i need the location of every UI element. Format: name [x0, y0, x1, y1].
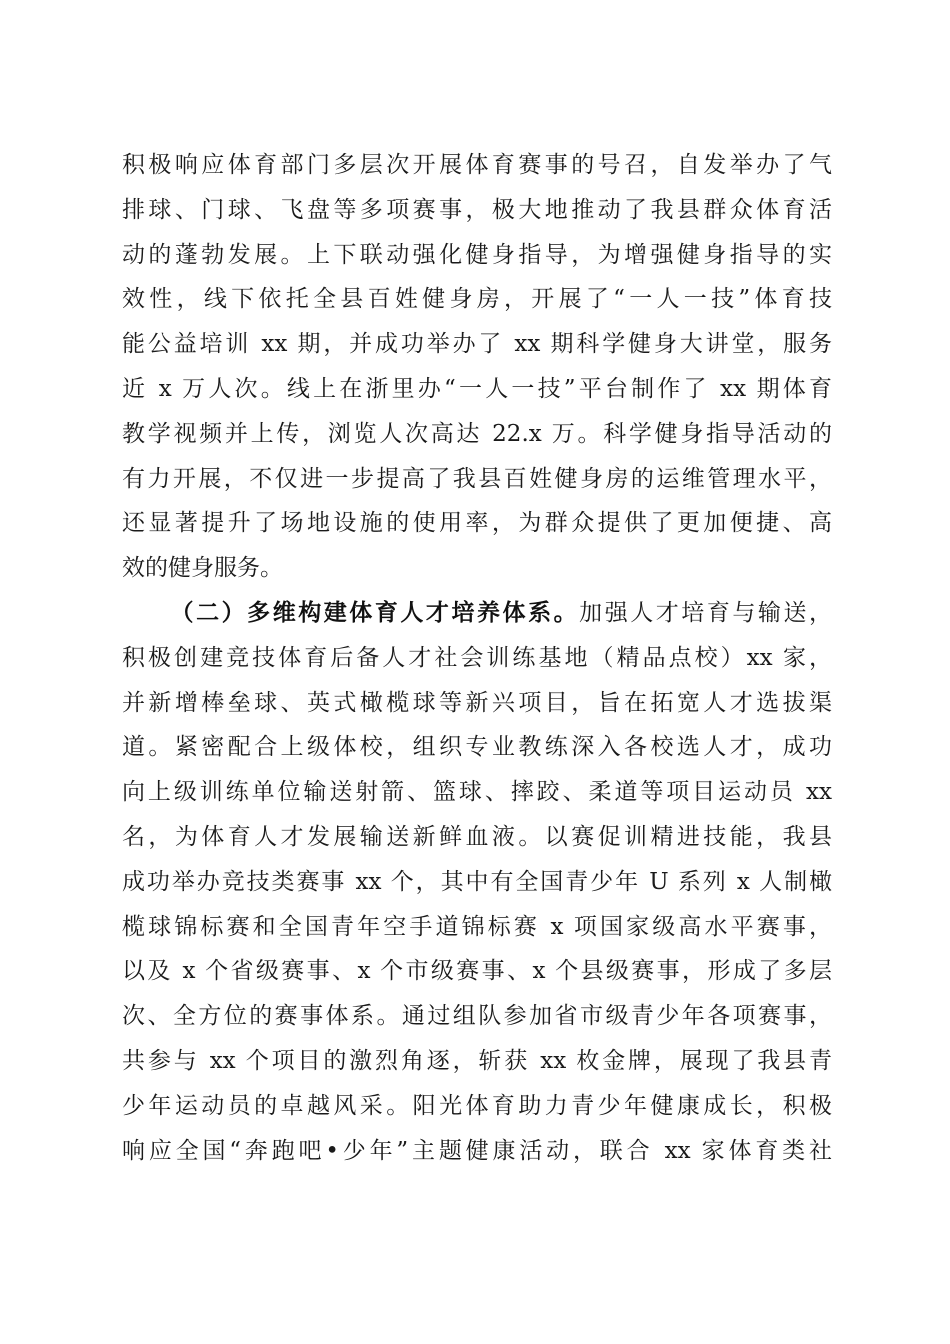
text-line: 积极响应体育部门多层次开展体育赛事的号召，自发举办了气	[122, 152, 832, 178]
text-line: 动的蓬勃发展。上下联动强化健身指导，为增强健身指导的实	[122, 241, 832, 268]
body-text	[122, 143, 832, 1173]
text-line: 名，为体育人才发展输送新鲜血液。以赛促训精进技能，我县	[122, 823, 832, 850]
text-line: 能公益培训 xx 期，并成功举办了 xx 期科学健身大讲堂，服务	[122, 331, 832, 358]
paragraph-2	[122, 591, 832, 1173]
text-line: 向上级训练单位输送射箭、篮球、摔跤、柔道等项目运动员 xx	[122, 779, 832, 806]
section-heading: （二）多维构建体育人才培养体系。	[168, 599, 580, 626]
text-line: 次、全方位的赛事体系。通过组队参加省市级青少年各项赛事，	[122, 1003, 832, 1030]
text-line: 少年运动员的卓越风采。阳光体育助力青少年健康成长，积极	[122, 1092, 832, 1119]
text-run: 加强人才培育与输送，	[579, 599, 833, 626]
paragraph-1	[122, 143, 832, 591]
text-line: 效的健身服务。	[122, 555, 283, 582]
text-line: 有力开展，不仅进一步提高了我县百姓健身房的运维管理水平，	[122, 465, 832, 492]
text-line: 还显著提升了场地设施的使用率，为群众提供了更加便捷、高	[122, 510, 832, 537]
text-line-first	[122, 591, 832, 636]
text-line: 教学视频并上传，浏览人次高达 22.x 万。科学健身指导活动的	[122, 420, 832, 447]
text-line: 并新增棒垒球、英式橄榄球等新兴项目，旨在拓宽人才选拔渠	[122, 689, 832, 716]
text-line: 道。紧密配合上级体校，组织专业教练深入各校选人才，成功	[122, 734, 832, 761]
text-line: 效性，线下依托全县百姓健身房，开展了“一人一技”体育技	[122, 286, 832, 313]
text-line: 以及 x 个省级赛事、x 个市级赛事、x 个县级赛事，形成了多层	[122, 958, 832, 985]
text-line: 积极创建竞技体育后备人才社会训练基地（精品点校）xx 家，	[122, 644, 832, 671]
text-line: 近 x 万人次。线上在浙里办“一人一技”平台制作了 xx 期体育	[122, 375, 832, 402]
text-line: 排球、门球、飞盘等多项赛事，极大地推动了我县群众体育活	[122, 196, 832, 223]
text-line: 成功举办竞技类赛事 xx 个，其中有全国青少年 U 系列 x 人制橄	[122, 868, 832, 895]
text-line: 响应全国“奔跑吧•少年”主题健康活动，联合 xx 家体育类社	[122, 1137, 832, 1164]
text-line: 榄球锦标赛和全国青年空手道锦标赛 x 项国家级高水平赛事，	[122, 913, 832, 940]
text-line: 共参与 xx 个项目的激烈角逐，斩获 xx 枚金牌，展现了我县青	[122, 1047, 832, 1074]
